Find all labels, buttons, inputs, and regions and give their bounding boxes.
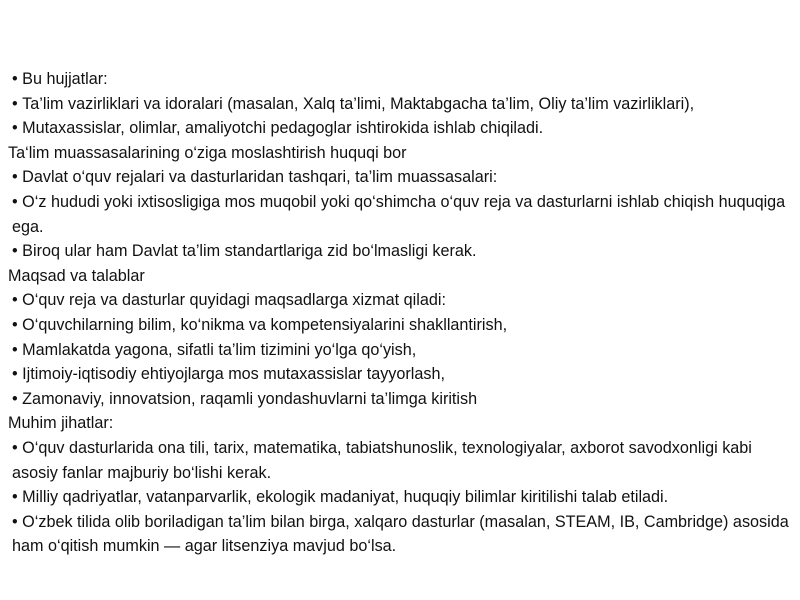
bullet-item: • Mamlakatda yagona, sifatli ta’lim tizimini yo‘lga qo‘yish, <box>8 338 796 363</box>
bullet-item: • O‘quvchilarning bilim, ko‘nikma va kompetensiyalarini shakllantirish, <box>8 313 796 338</box>
bullet-item: • Ta’lim vazirliklari va idoralari (masalan, Xalq ta’limi, Maktabgacha ta’lim, Oliy ta’lim vazirliklari), <box>8 92 796 117</box>
bullet-item: • Davlat o‘quv rejalari va dasturlaridan tashqari, ta’lim muassasalari: <box>8 165 796 190</box>
section-heading: Ta‘lim muassasalarining o‘ziga moslashtirish huquqi bor <box>8 143 407 162</box>
bullet-item: • Biroq ular ham Davlat ta’lim standartlariga zid bo‘lmasligi kerak. <box>8 239 796 264</box>
section-heading: Maqsad va talablar <box>8 266 145 285</box>
document-body <box>8 67 796 559</box>
bullet-item: • Ijtimoiy-iqtisodiy ehtiyojlarga mos mutaxassislar tayyorlash, <box>8 362 796 387</box>
bullet-item: • O‘z hududi yoki ixtisosligiga mos muqobil yoki qo‘shimcha o‘quv reja va dasturlarni ishlab chiqish huquqiga ega. <box>8 190 796 239</box>
bullet-item: • Milliy qadriyatlar, vatanparvarlik, ekologik madaniyat, huquqiy bilimlar kiritilishi talab etiladi. <box>8 485 796 510</box>
bullet-item: • O‘quv dasturlarida ona tili, tarix, matematika, tabiatshunoslik, texnologiyalar, axborot savodxonligi kabi asosiy fanlar majburiy bo‘lishi kerak. <box>8 436 796 485</box>
section-heading: Muhim jihatlar: <box>8 414 114 433</box>
bullet-item: • O‘zbek tilida olib boriladigan ta’lim bilan birga, xalqaro dasturlar (masalan, STEAM, IB, Cambridge) asosida ham o‘qitish mumkin — agar litsenziya mavjud bo‘lsa. <box>8 510 796 559</box>
bullet-item: • Mutaxassislar, olimlar, amaliyotchi pedagoglar ishtirokida ishlab chiqiladi. <box>8 116 796 141</box>
bullet-item: • Bu hujjatlar: <box>8 67 796 92</box>
bullet-item: • O‘quv reja va dasturlar quyidagi maqsadlarga xizmat qiladi: <box>8 288 796 313</box>
bullet-item: • Zamonaviy, innovatsion, raqamli yondashuvlarni ta’limga kiritish <box>8 387 796 412</box>
